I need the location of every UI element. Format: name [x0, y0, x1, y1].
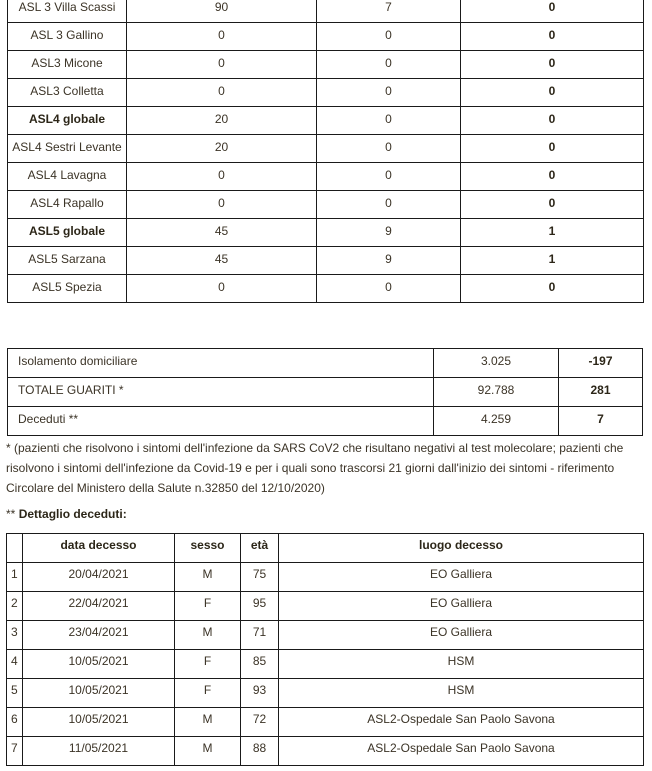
death-row — [7, 708, 644, 737]
death-date: 20/04/2021 — [23, 563, 175, 592]
death-index: 1 — [7, 563, 23, 592]
deaths-heading-prefix: ** — [6, 507, 16, 521]
asl-name: ASL3 Micone — [8, 51, 127, 79]
death-row — [7, 737, 644, 766]
asl-row — [8, 163, 644, 191]
asl-value-2: 0 — [317, 191, 461, 219]
death-sex: F — [175, 650, 241, 679]
death-age: 85 — [241, 650, 279, 679]
death-date: 23/04/2021 — [23, 621, 175, 650]
asl-value-3: 0 — [461, 191, 644, 219]
death-date: 22/04/2021 — [23, 592, 175, 621]
asl-row — [8, 275, 644, 303]
totals-delta: 281 — [559, 378, 643, 407]
totals-row — [8, 378, 643, 407]
asl-value-1: 0 — [127, 275, 317, 303]
asl-value-1: 0 — [127, 79, 317, 107]
asl-row — [8, 135, 644, 163]
death-index: 4 — [7, 650, 23, 679]
death-place: ASL2-Ospedale San Paolo Savona — [279, 708, 644, 737]
header-sex: sesso — [175, 534, 241, 563]
death-row — [7, 650, 644, 679]
death-place: EO Galliera — [279, 592, 644, 621]
totals-label: Isolamento domiciliare — [8, 349, 434, 378]
deaths-table — [6, 533, 644, 766]
header-age: età — [241, 534, 279, 563]
death-index: 3 — [7, 621, 23, 650]
header-date: data decesso — [23, 534, 175, 563]
header-index — [7, 534, 23, 563]
asl-value-1: 0 — [127, 23, 317, 51]
asl-value-3: 0 — [461, 107, 644, 135]
asl-value-2: 0 — [317, 79, 461, 107]
death-age: 72 — [241, 708, 279, 737]
death-index: 7 — [7, 737, 23, 766]
death-sex: F — [175, 679, 241, 708]
totals-value: 92.788 — [434, 378, 559, 407]
asl-row — [8, 51, 644, 79]
asl-value-3: 0 — [461, 0, 644, 23]
death-date: 10/05/2021 — [23, 650, 175, 679]
death-sex: F — [175, 592, 241, 621]
asl-value-1: 0 — [127, 51, 317, 79]
asl-name: ASL4 Lavagna — [8, 163, 127, 191]
totals-delta: 7 — [559, 407, 643, 436]
deaths-heading-title: Dettaglio deceduti: — [18, 507, 127, 521]
asl-value-2: 0 — [317, 23, 461, 51]
asl-value-3: 0 — [461, 135, 644, 163]
death-place: EO Galliera — [279, 621, 644, 650]
asl-value-3: 0 — [461, 163, 644, 191]
death-date: 11/05/2021 — [23, 737, 175, 766]
header-place: luogo decesso — [279, 534, 644, 563]
death-age: 88 — [241, 737, 279, 766]
death-row — [7, 679, 644, 708]
totals-label: TOTALE GUARITI * — [8, 378, 434, 407]
totals-value: 3.025 — [434, 349, 559, 378]
footnote: * (pazienti che risolvono i sintomi dell'infezione da SARS CoV2 che risultano negativi al test molecolare; pazienti che risolvono i sintomi dell'infezione da Covid-19 e per i quali sono trascorsi 21 giorni dall'inizio dei sintomi - riferimento Circolare del Ministero della Salute n.32850 del 12/10/2020) — [6, 441, 624, 495]
asl-table — [7, 0, 644, 303]
death-place: EO Galliera — [279, 563, 644, 592]
asl-value-2: 0 — [317, 107, 461, 135]
death-date: 10/05/2021 — [23, 708, 175, 737]
asl-row — [8, 79, 644, 107]
asl-value-3: 0 — [461, 275, 644, 303]
death-age: 93 — [241, 679, 279, 708]
deaths-table-header — [7, 534, 644, 563]
death-place: ASL2-Ospedale San Paolo Savona — [279, 737, 644, 766]
death-sex: M — [175, 708, 241, 737]
death-row — [7, 592, 644, 621]
asl-value-1: 45 — [127, 247, 317, 275]
deaths-heading — [6, 506, 127, 522]
asl-value-2: 0 — [317, 275, 461, 303]
asl-value-1: 0 — [127, 191, 317, 219]
asl-name: ASL3 Colletta — [8, 79, 127, 107]
death-index: 5 — [7, 679, 23, 708]
asl-value-1: 20 — [127, 107, 317, 135]
asl-row — [8, 191, 644, 219]
asl-row — [8, 0, 644, 23]
death-sex: M — [175, 621, 241, 650]
death-row — [7, 563, 644, 592]
asl-row — [8, 247, 644, 275]
asl-name: ASL5 Sarzana — [8, 247, 127, 275]
asl-value-1: 45 — [127, 219, 317, 247]
asl-name: ASL4 Rapallo — [8, 191, 127, 219]
death-place: HSM — [279, 679, 644, 708]
asl-value-3: 0 — [461, 23, 644, 51]
death-index: 2 — [7, 592, 23, 621]
death-age: 71 — [241, 621, 279, 650]
totals-row — [8, 407, 643, 436]
asl-value-3: 0 — [461, 51, 644, 79]
asl-value-1: 0 — [127, 163, 317, 191]
asl-value-1: 20 — [127, 135, 317, 163]
asl-name: ASL 3 Gallino — [8, 23, 127, 51]
totals-table — [7, 348, 643, 436]
death-place: HSM — [279, 650, 644, 679]
death-sex: M — [175, 737, 241, 766]
totals-delta: -197 — [559, 349, 643, 378]
totals-label: Deceduti ** — [8, 407, 434, 436]
asl-value-3: 1 — [461, 247, 644, 275]
asl-row — [8, 23, 644, 51]
totals-row — [8, 349, 643, 378]
asl-name: ASL 3 Villa Scassi — [8, 0, 127, 23]
death-age: 95 — [241, 592, 279, 621]
asl-value-2: 0 — [317, 163, 461, 191]
asl-value-2: 9 — [317, 219, 461, 247]
asl-value-2: 9 — [317, 247, 461, 275]
asl-name: ASL5 Spezia — [8, 275, 127, 303]
death-row — [7, 621, 644, 650]
asl-value-2: 0 — [317, 135, 461, 163]
asl-value-2: 7 — [317, 0, 461, 23]
death-index: 6 — [7, 708, 23, 737]
asl-value-3: 0 — [461, 79, 644, 107]
asl-row — [8, 107, 644, 135]
asl-value-3: 1 — [461, 219, 644, 247]
asl-name: ASL4 Sestri Levante — [8, 135, 127, 163]
totals-value: 4.259 — [434, 407, 559, 436]
asl-row — [8, 219, 644, 247]
death-date: 10/05/2021 — [23, 679, 175, 708]
asl-name: ASL4 globale — [8, 107, 127, 135]
death-age: 75 — [241, 563, 279, 592]
asl-name: ASL5 globale — [8, 219, 127, 247]
asl-value-1: 90 — [127, 0, 317, 23]
asl-value-2: 0 — [317, 51, 461, 79]
death-sex: M — [175, 563, 241, 592]
